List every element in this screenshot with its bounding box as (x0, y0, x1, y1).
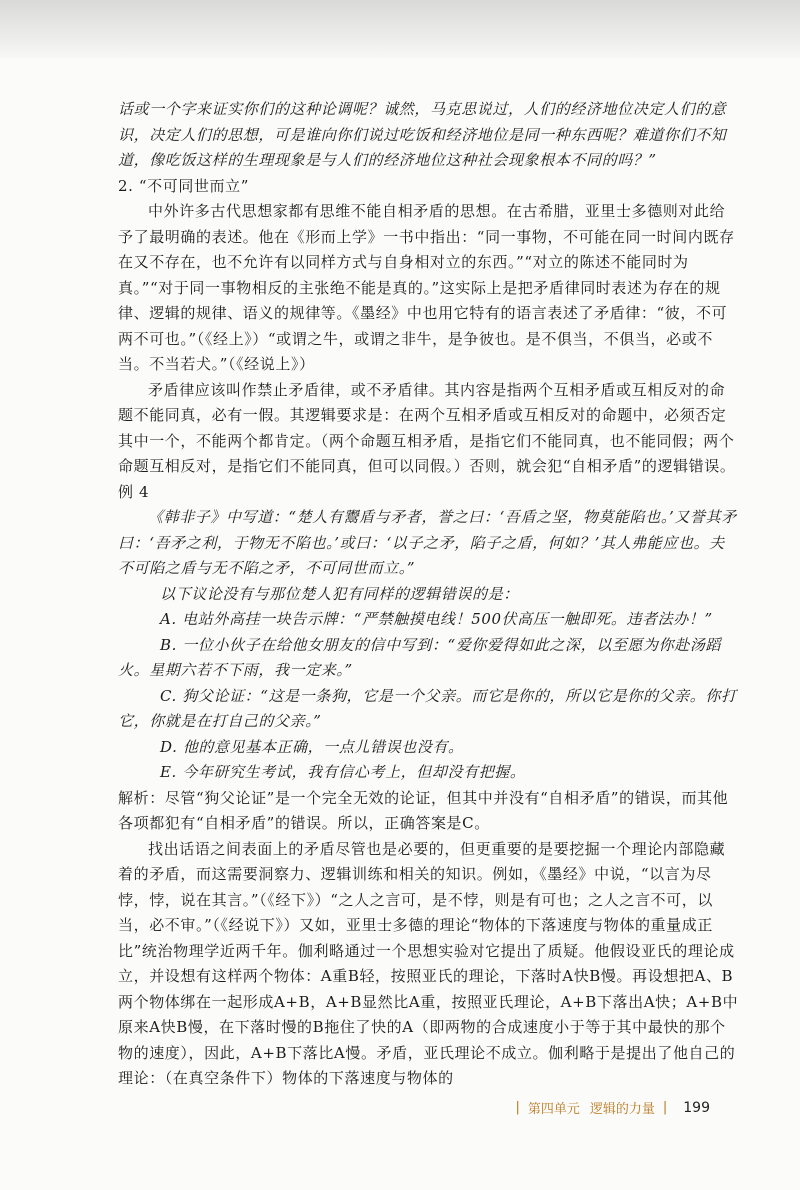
example-label: 例 4 (118, 482, 150, 501)
scan-top-shadow (0, 0, 800, 58)
option-c: C. 狗父论证：“这是一条狗，它是一个父亲。而它是你的，所以它是你的父亲。你打它，你就是在打自己的父亲。” (118, 686, 737, 730)
footer-divider: | (515, 1100, 520, 1115)
paragraph-law-of-contradiction: 矛盾律应该叫作禁止矛盾律，或不矛盾律。其内容是指两个互相矛盾或互相反对的命题不能同真，必有一假。其逻辑要求是：在两个互相矛盾或互相反对的命题中，必须否定其中一个，不能两个都肯定。（两个命题互相矛盾，是指它们不能同真，也不能同假；两个命题互相反对，是指它们不能同真，但可以同假。）否则，就会犯“自相矛盾”的逻辑错误。 (118, 380, 736, 475)
option-a: A. 电站外高挂一块告示牌：“严禁触摸电线！500伏高压一触即死。违者法办！” (160, 610, 713, 628)
paragraph-thinkers: 中外许多古代思想家都有思维不能自相矛盾的思想。在古希腊，亚里士多德则对此给予了最明确的表述。他在《形而上学》一书中指出：“同一事物，不可能在同一时间内既存在又不存在，也不允许有以同样方式与自身相对立的东西。”“对立的陈述不能同时为真。”“对于同一事物相反的主张绝不能是真的。”这实际上是把矛盾律同时表述为存在的规律、逻辑的规律、语义的规律等。《墨经》中也用它特有的语言表述了矛盾律：“彼，不可两不可也。”（《经上》）“或谓之牛，或谓之非牛，是争彼也。是不俱当，不俱当，必或不当。不当若犬。”（《经说上》） (118, 202, 735, 373)
paragraph-hidden-contradiction: 找出话语之间表面上的矛盾尽管也是必要的，但更重要的是要挖掘一个理论内部隐藏着的矛盾，而这需要洞察力、逻辑训练和相关的知识。例如，《墨经》中说，“以言为尽悖，悖，说在其言。”（《经下》）“之人之言可，是不悖，则是有可也；之人之言不可，以当，必不审。”（《经说下》）又如，亚里士多德的理论“物体的下落速度与物体的重量成正比”统治物理学近两千年。伽利略通过一个思想实验对它提出了质疑。他假设亚氏的理论成立，并设想有这样两个物体：A重B轻，按照亚氏的理论，下落时A快B慢。再设想把A、B两个物体绑在一起形成A+B，A+B显然比A重，按照亚氏理论，A+B下落出A快；A+B中原来A快B慢，在下落时慢的B拖住了快的A（即两物的合成速度小于等于其中最快的那个物的速度），因此，A+B下落比A慢。矛盾，亚氏理论不成立。伽利略于是提出了他自己的理论：（在真空条件下）物体的下落速度与物体的 (118, 839, 739, 1087)
analysis: 解析：尽管“狗父论证”是一个完全无效的论证，但其中并没有“自相矛盾”的错误，而其他各项都犯有“自相矛盾”的错误。所以，正确答案是C。 (118, 788, 729, 832)
footer-title: 逻辑的力量 (589, 1102, 655, 1117)
example-text: 《韩非子》中写道：“楚人有鬻盾与矛者，誉之曰：‘吾盾之坚，物莫能陷也。’又誉其矛曰：‘吾矛之利，于物无不陷也。’或曰：‘以子之矛，陷子之盾，何如？’其人弗能应也。夫不可陷之盾与无不陷之矛，不可同世而立。” (118, 508, 737, 577)
option-b: B. 一位小伙子在给他女朋友的信中写到：“爱你爱得如此之深，以至愿为你赴汤蹈火。星期六若不下雨，我一定来。” (118, 635, 722, 679)
quote-continuation: 话或一个字来证实你们的这种论调呢？诚然，马克思说过，人们的经济地位决定人们的意识，决定人们的思想，可是谁向你们说过吃饭和经济地位是同一种东西呢？难道你们不知道，像吃饭这样的生理现象是与人们的经济地位这种社会现象根本不同的吗？” (118, 100, 727, 169)
page-footer (507, 1098, 710, 1117)
section-heading: 2. “不可同世而立” (118, 176, 250, 195)
question-text: 以下议论没有与那位楚人犯有同样的逻辑错误的是： (160, 584, 519, 603)
footer-divider-2: | (662, 1100, 668, 1115)
footer-unit: 第四单元 (527, 1102, 580, 1117)
option-e: E. 今年研究生考试，我有信心考上，但却没有把握。 (160, 763, 526, 781)
option-d: D. 他的意见基本正确，一点儿错误也没有。 (160, 737, 464, 756)
page-body (118, 97, 740, 1092)
page-number: 199 (683, 1099, 710, 1116)
